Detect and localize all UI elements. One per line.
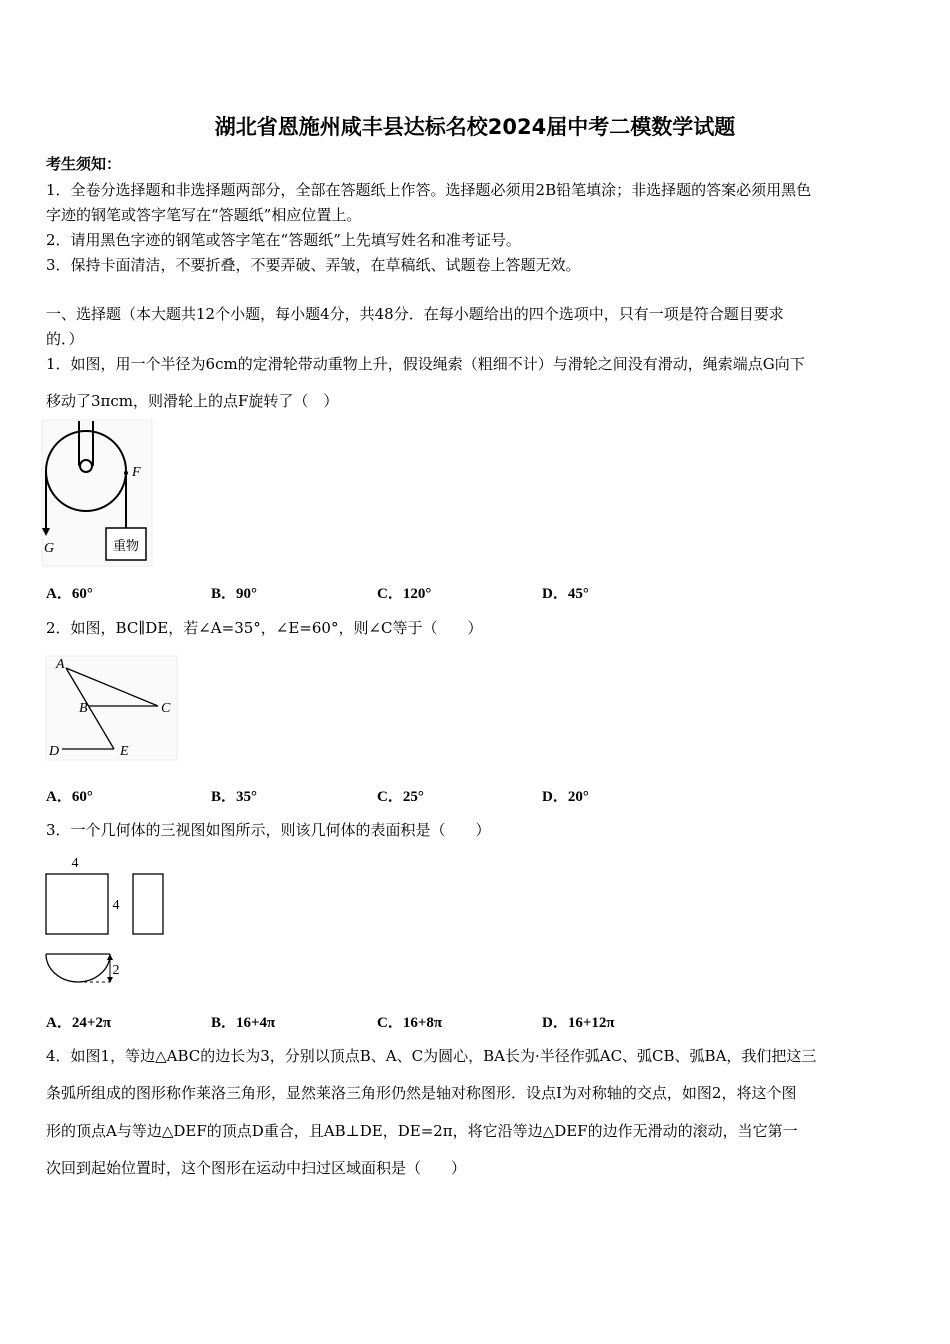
notice-item: 字迹的钢笔或答字笔写在“答题纸”相应位置上。 [46,206,362,224]
label-side-height: 4 [112,898,120,913]
notice-heading: 考生须知： [46,155,122,173]
section-heading: 一、选择题（本大题共12个小题，每小题4分，共48分．在每小题给出的四个选项中，只有一项是符合题目要求 [46,305,784,323]
page-title: 湖北省恩施州咸丰县达标名校2024届中考二模数学试题 [214,115,736,139]
front-view [46,874,108,934]
arrow-up-icon [107,954,113,960]
label-d: D [49,744,60,759]
question-4-text-cont: 条弧所组成的图形称作莱洛三角形，显然莱洛三角形仍然是轴对称图形．设点I为对称轴的交点，如图2，将这个图 [46,1084,797,1102]
notice-item: 2．请用黑色字迹的钢笔或答字笔在“答题纸”上先填写姓名和准考证号。 [46,231,521,249]
label-g: G [44,541,55,556]
q3-option-d: D．16+12π [542,1015,615,1031]
q2-option-d: D．20° [542,789,589,805]
question-2-text: 2．如图，BC∥DE，若∠A=35°，∠E=60°，则∠C等于（ ） [46,619,483,637]
question-4-text-cont: 形的顶点A与等边△DEF的顶点D重合，且AB⊥DE，DE=2π，将它沿等边△DEF的边作无滑动的滚动，当它第一 [46,1122,798,1140]
q2-option-b: B．35° [211,789,258,805]
point-f [124,471,128,475]
section-heading-cont: 的．） [46,330,84,348]
notice-item: 1．全卷分选择题和非选择题两部分，全部在答题纸上作答。选择题必须用2B铅笔填涂；非选择题的答案必须用黑色 [46,181,812,199]
label-b: B [79,701,88,716]
three-view-figure [40,852,175,990]
label-f: F [132,465,141,480]
question-4-text: 4．如图1，等边△ABC的边长为3，分别以顶点B、A、C为圆心，BA长为·半径作弧AC、弧CB、弧BA，我们把这三 [46,1047,817,1065]
label-a: A [56,657,65,672]
label-top-width: 4 [71,856,79,871]
question-4-text-cont: 次回到起始位置时，这个图形在运动中扫过区域面积是（ ） [46,1159,467,1177]
q3-option-a: A．24+2π [46,1015,112,1031]
label-height: 2 [112,963,120,978]
label-c: C [161,701,171,716]
q1-option-d: D．45° [542,586,589,602]
side-view [133,874,163,934]
question-1-text-cont: 移动了3πcm，则滑轮上的点F旋转了（ ） [46,392,339,410]
weight-label: 重物 [112,538,140,553]
label-e: E [120,744,129,759]
question-1-text: 1．如图，用一个半径为6cm的定滑轮带动重物上升，假设绳索（粗细不计）与滑轮之间没有滑动，绳索端点G向下 [46,355,805,373]
parallel-lines-figure [44,654,179,762]
q2-option-c: C．25° [377,789,424,805]
q1-option-b: B．90° [211,586,258,602]
q1-option-c: C．120° [377,586,432,602]
pulley-figure [40,418,155,568]
q2-option-a: A．60° [46,789,93,805]
q3-option-c: C．16+8π [377,1015,443,1031]
top-view-arc [46,954,110,982]
pulley-axle [80,460,92,472]
notice-item: 3．保持卡面清洁，不要折叠，不要弄破、弄皱，在草稿纸、试题卷上答题无效。 [46,256,581,274]
question-3-text: 3．一个几何体的三视图如图所示，则该几何体的表面积是（ ） [46,821,491,839]
q3-option-b: B．16+4π [211,1015,276,1031]
q1-option-a: A．60° [46,586,93,602]
